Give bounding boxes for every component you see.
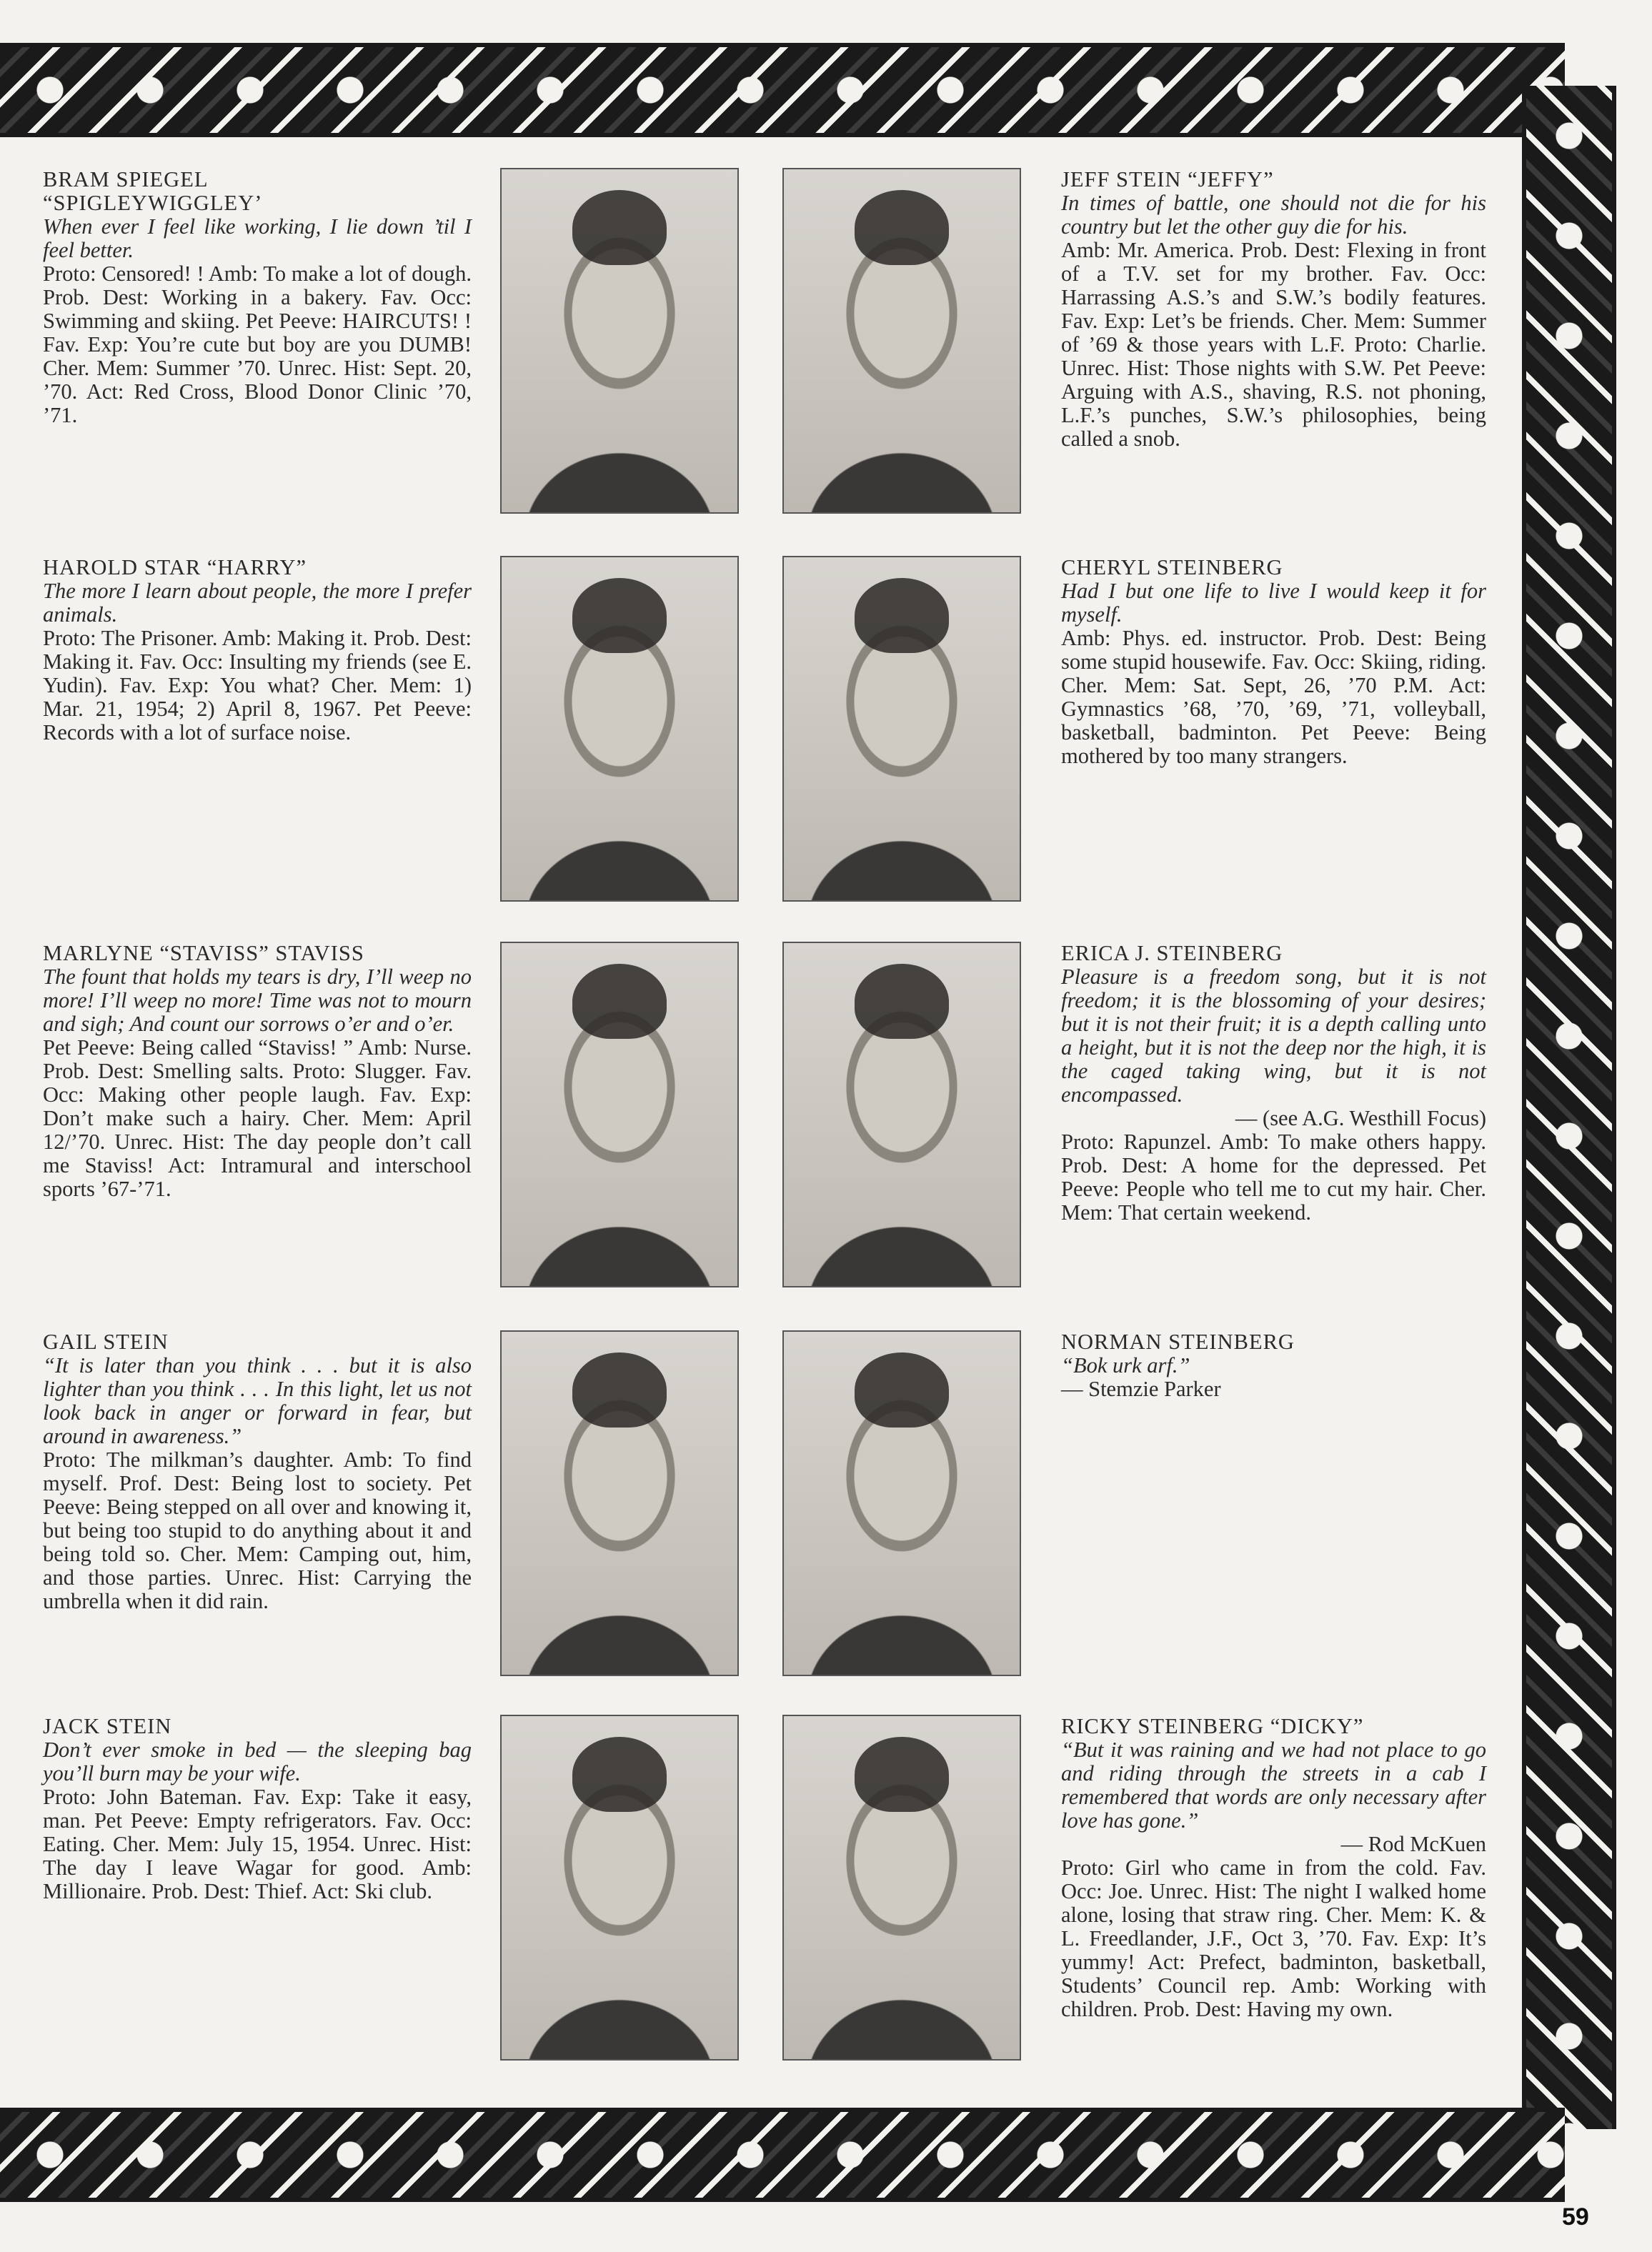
student-name: CHERYL STEINBERG	[1061, 555, 1283, 579]
student-quote: The fount that holds my tears is dry, I’ll weep no more! I’ll weep no more! Time was not to mourn and sigh; And count our sorrows o’er and o’er.	[43, 965, 472, 1036]
student-quote: Pleasure is a freedom song, but it is not freedom; it is the blossoming of your desires; but it is not their fruit; it is a depth calling unto a height, but it is not the deep nor the high, it is the caged taking wing, but it is not encompassed.	[1061, 965, 1486, 1107]
student-quote: In times of battle, one should not die for his country but let the other guy die for his.	[1061, 191, 1486, 239]
ornamental-border-top	[0, 43, 1565, 137]
portrait-photo-jeff-stein	[782, 168, 1021, 514]
student-name: MARLYNE “STAVISS” STAVISS	[43, 941, 364, 965]
student-details: Pet Peeve: Being called “Staviss! ” Amb: Nurse. Prob. Dest: Smelling salts. Proto: Slugger. Fav. Occ: Making other people laugh. Fav. Exp: Don’t make such a hairy. Cher. Mem: April 12/’70. Unrec. Hist: The day people don’t call me Staviss! Act: Intramural and interschool sports ’67-’71.	[43, 1035, 472, 1201]
student-name: ERICA J. STEINBERG	[1061, 941, 1283, 965]
ornamental-border-bottom	[0, 2108, 1565, 2202]
ornamental-border-right	[1522, 86, 1616, 2129]
entry-jack-stein	[43, 1715, 472, 1903]
entry-harold-star	[43, 556, 472, 744]
student-name: HAROLD STAR “HARRY”	[43, 555, 307, 579]
student-name: GAIL STEIN	[43, 1330, 169, 1354]
entry-ricky-steinberg	[1061, 1715, 1486, 2021]
student-details: Proto: Rapunzel. Amb: To make others happy. Prob. Dest: A home for the depressed. Pet Peeve: People who tell me to cut my hair. Cher. Mem: That certain weekend.	[1061, 1130, 1486, 1225]
quote-credit: — (see A.G. Westhill Focus)	[1235, 1106, 1486, 1130]
student-details: Amb: Phys. ed. instructor. Prob. Dest: Being some stupid housewife. Fav. Occ: Skiing, riding. Cher. Mem: Sat. Sept, 26, ’70 P.M. Act: Gymnastics ’68, ’70, ’69, ’71, volleyball, basketball, badminton. Pet Peeve: Being mothered by too many strangers.	[1061, 626, 1486, 768]
entry-erica-steinberg	[1061, 942, 1486, 1225]
student-name: RICKY STEINBERG “DICKY”	[1061, 1714, 1364, 1738]
entry-marlyne-staviss	[43, 942, 472, 1201]
student-name: JEFF STEIN “JEFFY”	[1061, 167, 1274, 191]
student-quote: “But it was raining and we had not place to go and riding through the streets in a cab I remembered that words are only necessary after love has gone.”	[1061, 1738, 1486, 1833]
student-quote: “It is later than you think . . . but it is also lighter than you think . . . In this light, let us not look back in anger or forward in fear, but around in awareness.”	[43, 1353, 472, 1448]
student-details: Proto: Girl who came in from the cold. Fav. Occ: Joe. Unrec. Hist: The night I walked home alone, losing that straw ring. Cher. Mem: K. & L. Freedlander, J.F., Oct 3, ’70. Fav. Exp: It’s yummy! Act: Prefect, badminton, basketball, Students’ Council rep. Amb: Working with children. Prob. Dest: Having my own.	[1061, 1855, 1486, 2021]
portrait-photo-marlyne-staviss	[500, 942, 739, 1287]
portrait-photo-bram-spiegel	[500, 168, 739, 514]
student-details: Proto: The milkman’s daughter. Amb: To find myself. Prof. Dest: Being lost to society. Pet Peeve: Being stepped on all over and knowing it, but being too stupid to do anything about it and being told so. Cher. Mem: Camping out, him, and those parties. Unrec. Hist: Carrying the umbrella when it did rain.	[43, 1448, 472, 1613]
student-quote: The more I learn about people, the more I prefer animals.	[43, 579, 472, 627]
quote-credit: — Stemzie Parker	[1061, 1377, 1221, 1401]
portrait-photo-norman-steinberg	[782, 1330, 1021, 1676]
entry-norman-steinberg	[1061, 1330, 1486, 1401]
student-quote: “Bok urk arf.”	[1061, 1353, 1190, 1377]
entry-gail-stein	[43, 1330, 472, 1613]
portrait-photo-cheryl-steinberg	[782, 556, 1021, 902]
student-name: NORMAN STEINBERG	[1061, 1330, 1295, 1354]
student-details: Proto: Censored! ! Amb: To make a lot of dough. Prob. Dest: Working in a bakery. Fav. Occ: Swimming and skiing. Pet Peeve: HAIRCUTS! ! Fav. Exp: You’re cute but boy are you DUMB! Cher. Mem: Summer ’70. Unrec. Hist: Sept. 20, ’70. Act: Red Cross, Blood Donor Clinic ’70, ’71.	[43, 261, 472, 427]
page-number: 59	[1562, 2203, 1589, 2231]
student-details: Amb: Mr. America. Prob. Dest: Flexing in front of a T.V. set for my brother. Fav. Occ: Harrassing A.S.’s and S.W.’s bodily features. Fav. Exp: Let’s be friends. Cher. Mem: Summer of ’69 & those years with L.F. Proto: Charlie. Unrec. Hist: Those nights with S.W. Pet Peeve: Arguing with A.S., shaving, R.S. not phoning, L.F.’s punches, S.W.’s philosophies, being called a snob.	[1061, 238, 1486, 451]
student-name: BRAM SPIEGEL	[43, 167, 209, 191]
portrait-photo-harold-star	[500, 556, 739, 902]
student-quote: When ever I feel like working, I lie down ’til I feel better.	[43, 214, 472, 262]
student-details: Proto: John Bateman. Fav. Exp: Take it easy, man. Pet Peeve: Empty refrigerators. Fav. Occ: Eating. Cher. Mem: July 15, 1954. Unrec. Hist: The day I leave Wagar for good. Amb: Millionaire. Prob. Dest: Thief. Act: Ski club.	[43, 1785, 472, 1903]
entry-jeff-stein	[1061, 168, 1486, 451]
quote-credit: — Rod McKuen	[1340, 1832, 1486, 1856]
entry-bram-spiegel	[43, 168, 472, 427]
portrait-photo-ricky-steinberg	[782, 1715, 1021, 2061]
student-details: Proto: The Prisoner. Amb: Making it. Prob. Dest: Making it. Fav. Occ: Insulting my friends (see E. Yudin). Fav. Exp: You what? Cher. Mem: 1) Mar. 21, 1954; 2) April 8, 1967. Pet Peeve: Records with a lot of surface noise.	[43, 626, 472, 744]
student-name: JACK STEIN	[43, 1714, 172, 1738]
portrait-photo-erica-steinberg	[782, 942, 1021, 1287]
portrait-photo-jack-stein	[500, 1715, 739, 2061]
student-quote: Don’t ever smoke in bed — the sleeping bag you’ll burn may be your wife.	[43, 1738, 472, 1785]
portrait-photo-gail-stein	[500, 1330, 739, 1676]
student-quote: Had I but one life to live I would keep it for myself.	[1061, 579, 1486, 627]
student-nickname: “SPIGLEYWIGGLEY’	[43, 191, 263, 215]
entry-cheryl-steinberg	[1061, 556, 1486, 768]
